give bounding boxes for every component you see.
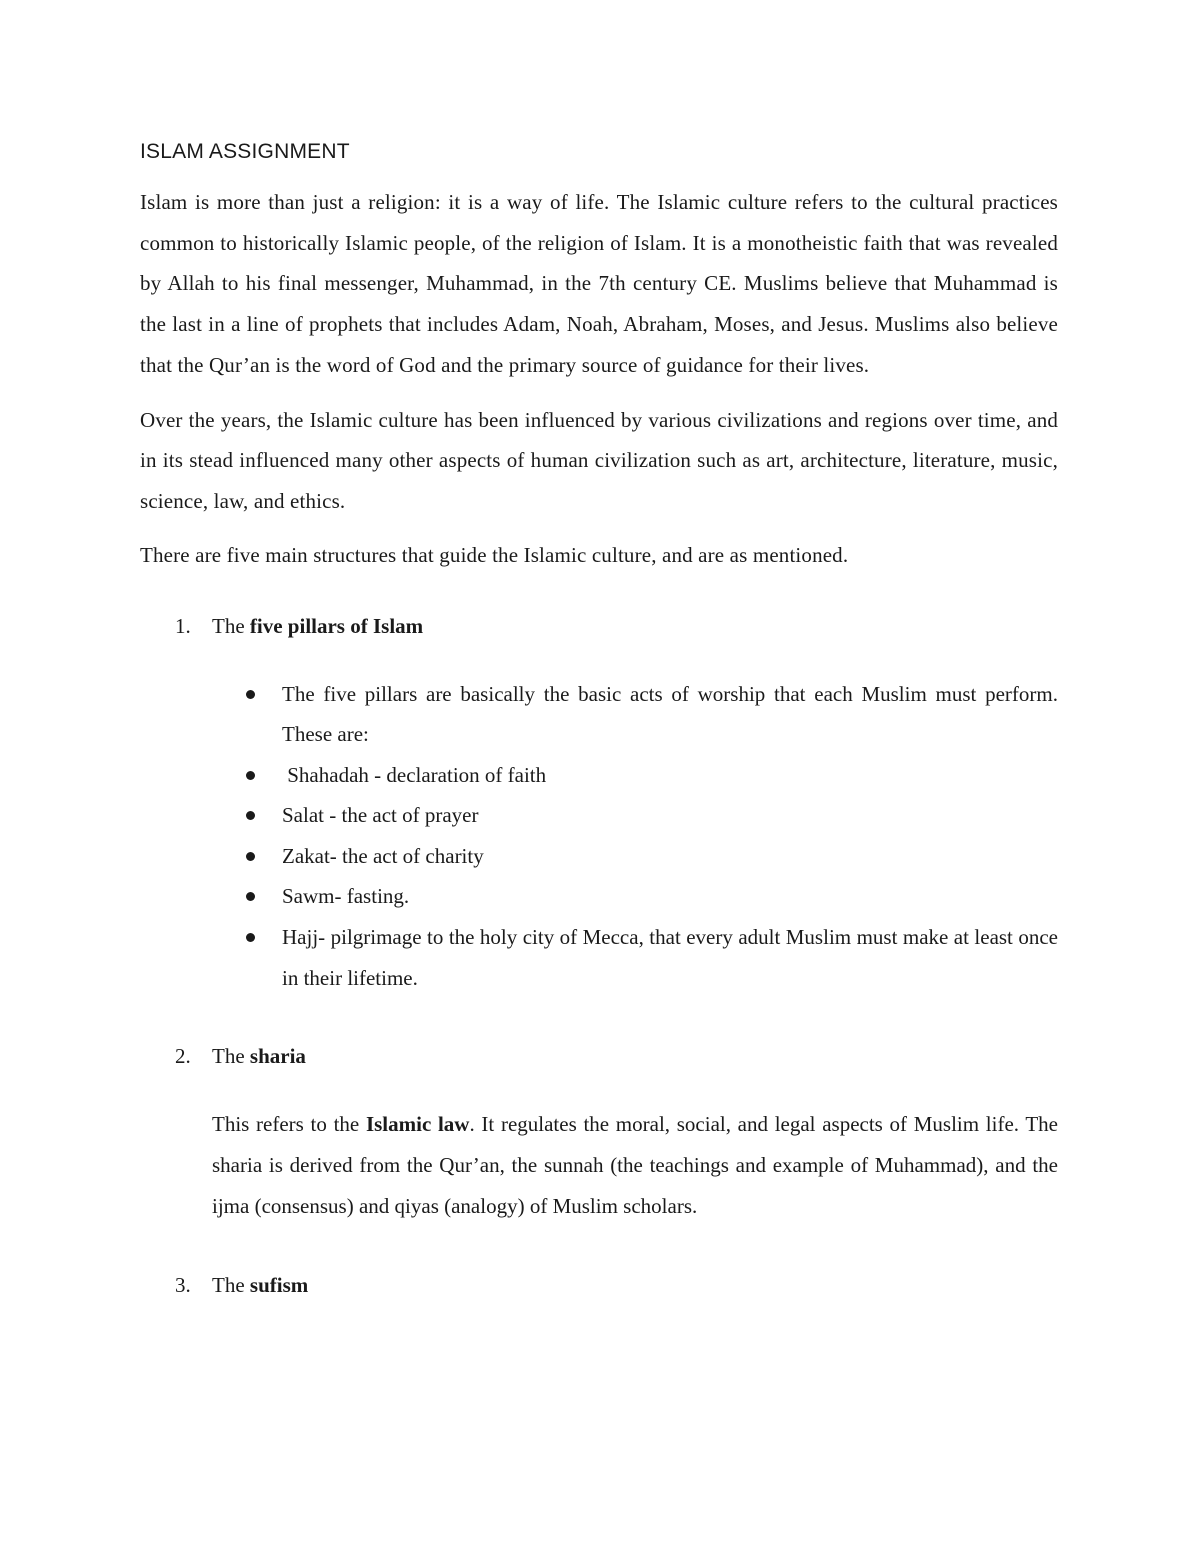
- bullet-icon: [246, 933, 255, 942]
- bullet-icon: [246, 690, 255, 699]
- section-bold-term: sharia: [249, 1044, 306, 1069]
- list-item: [140, 917, 1058, 998]
- sharia-description: [212, 1104, 1058, 1226]
- section-prefix: The: [212, 1044, 250, 1069]
- section-number: 1.: [175, 613, 191, 638]
- section-label: [212, 1036, 306, 1076]
- list-item-text: Shahadah - declaration of faith: [282, 762, 547, 787]
- list-item: [140, 836, 1058, 877]
- section-number: 2.: [175, 1044, 191, 1069]
- bullet-icon: [246, 811, 255, 820]
- section-sufism: [140, 1265, 1058, 1305]
- section-number: 3.: [175, 1272, 191, 1297]
- list-item: [140, 876, 1058, 917]
- section-bold-term: five pillars of Islam: [249, 613, 424, 638]
- list-item-text: Zakat- the act of charity: [282, 843, 484, 868]
- sharia-bold-term: Islamic law: [365, 1112, 470, 1137]
- sharia-text-after: . It regulates the moral, social, and legal aspects of Muslim life. The sharia is derived from the Qur’an, the sunnah (the teachings and example of Muhammad), and the ijma (consensus) and qiyas (analogy) of Muslim scholars.: [212, 1112, 1058, 1218]
- section-prefix: The: [212, 1272, 250, 1297]
- list-item-text: The five pillars are basically the basic acts of worship that each Muslim must perform. These are:: [282, 681, 1058, 747]
- influence-paragraph: Over the years, the Islamic culture has been influenced by various civilizations and regions over time, and in its stead influenced many other aspects of human civilization such as art, architecture, literature, music, science, law, and ethics.: [140, 407, 1058, 513]
- pillars-list: [140, 674, 1058, 999]
- bullet-icon: [246, 771, 255, 780]
- document-title: ISLAM ASSIGNMENT: [140, 140, 350, 163]
- section-prefix: The: [212, 613, 250, 638]
- list-item: [140, 674, 1058, 755]
- document-body: [140, 140, 1058, 1305]
- structures-paragraph: There are five main structures that guide the Islamic culture, and are as mentioned.: [140, 543, 849, 568]
- section-heading: [140, 606, 1058, 646]
- bullet-icon: [246, 852, 255, 861]
- section-sharia: [140, 1036, 1058, 1226]
- sharia-text-before: This refers to the: [212, 1112, 366, 1137]
- list-item-text: Salat - the act of prayer: [282, 803, 479, 828]
- section-heading: [140, 1036, 1058, 1076]
- bullet-icon: [246, 892, 255, 901]
- section-heading: [140, 1265, 1058, 1305]
- intro-paragraph: Islam is more than just a religion: it is a way of life. The Islamic culture refers to the cultural practices common to historically Islamic people, of the religion of Islam. It is a monotheistic faith that was revealed by Allah to his final messenger, Muhammad, in the 7th century CE. Muslims believe that Muhammad is the last in a line of prophets that includes Adam, Noah, Abraham, Moses, and Jesus. Muslims also believe that the Qur’an is the word of God and the primary source of guidance for their lives.: [140, 190, 1058, 377]
- list-item-text: Hajj- pilgrimage to the holy city of Mecca, that every adult Muslim must make at least once in their lifetime.: [282, 925, 1058, 990]
- list-item-text: Sawm- fasting.: [282, 884, 410, 909]
- list-item: [140, 795, 1058, 836]
- section-label: [212, 606, 423, 646]
- section-bold-term: sufism: [249, 1272, 309, 1297]
- section-five-pillars: [140, 606, 1058, 999]
- list-item: [140, 755, 1058, 796]
- section-label: [212, 1265, 308, 1305]
